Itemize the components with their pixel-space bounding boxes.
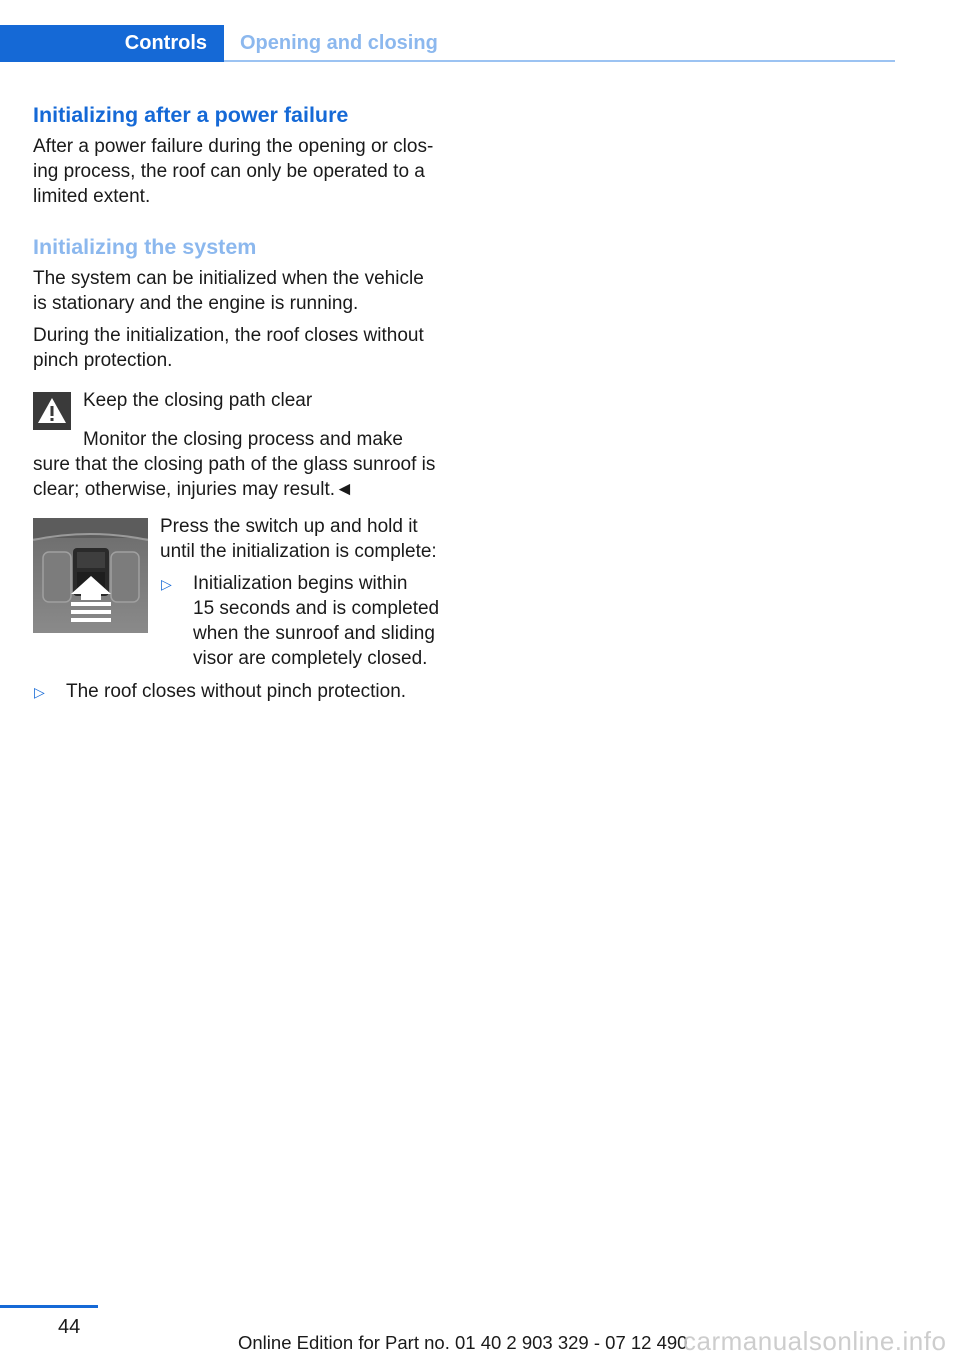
- section-para-1: [33, 266, 451, 316]
- body-line: The system can be initialized when the vehicle: [33, 268, 424, 289]
- instruction-line: Press the switch up and hold it: [160, 516, 418, 537]
- list-item-line: Initialization begins within: [193, 573, 408, 594]
- tab-section-label: Opening and closing: [240, 32, 438, 54]
- body-line: pinch protection.: [33, 350, 173, 371]
- footer-divider: [0, 1305, 98, 1308]
- section-power-failure: [33, 103, 451, 209]
- edition-text: Online Edition for Part no. 01 40 2 903 329 - 07 12 490: [238, 1332, 688, 1353]
- warning-line: sure that the closing path of the glass sunroof is: [33, 454, 436, 475]
- body-line: is stationary and the engine is running.: [33, 293, 359, 314]
- list-item-line: The roof closes without pinch protection.: [66, 681, 407, 702]
- body-line: limited extent.: [33, 186, 151, 207]
- header-divider: [224, 60, 895, 62]
- body-line: During the initialization, the roof closes without: [33, 325, 424, 346]
- list-item-line: 15 seconds and is completed: [193, 598, 440, 619]
- body-line: ing process, the roof can only be operated to a: [33, 161, 425, 182]
- bullet-triangle-icon: ▷: [161, 576, 172, 592]
- bullet-triangle-icon: ▷: [34, 684, 45, 700]
- list-item: [193, 571, 458, 671]
- section-para-2: [33, 323, 451, 373]
- section-body-power-failure: [33, 134, 451, 209]
- tab-opening-and-closing[interactable]: [240, 25, 438, 62]
- instruction-text: [160, 514, 460, 564]
- instruction-line: until the initialization is complete:: [160, 541, 437, 562]
- warning-title: Keep the closing path clear: [83, 390, 313, 411]
- tab-controls[interactable]: [0, 25, 224, 62]
- section-title-power-failure: Initializing after a power failure: [33, 103, 349, 127]
- section-initializing-system: [33, 235, 451, 373]
- body-line: After a power failure during the opening or clos‐: [33, 136, 434, 157]
- list-item-line: when the sunroof and sliding: [193, 623, 435, 644]
- warning-line: Monitor the closing process and make: [83, 429, 403, 450]
- tab-controls-label: Controls: [124, 32, 207, 54]
- warning-body: [33, 420, 453, 502]
- list-item-line: visor are completely closed.: [193, 648, 428, 669]
- page-number: 44: [58, 1316, 81, 1338]
- list-item: [66, 679, 456, 704]
- warning-line: clear; otherwise, injuries may result.◄: [33, 479, 354, 500]
- sunroof-switch-image: [33, 518, 148, 633]
- section-title-initializing: Initializing the system: [33, 235, 257, 259]
- header-bar: [0, 25, 895, 62]
- watermark: carmanualsonline.info: [683, 1326, 947, 1356]
